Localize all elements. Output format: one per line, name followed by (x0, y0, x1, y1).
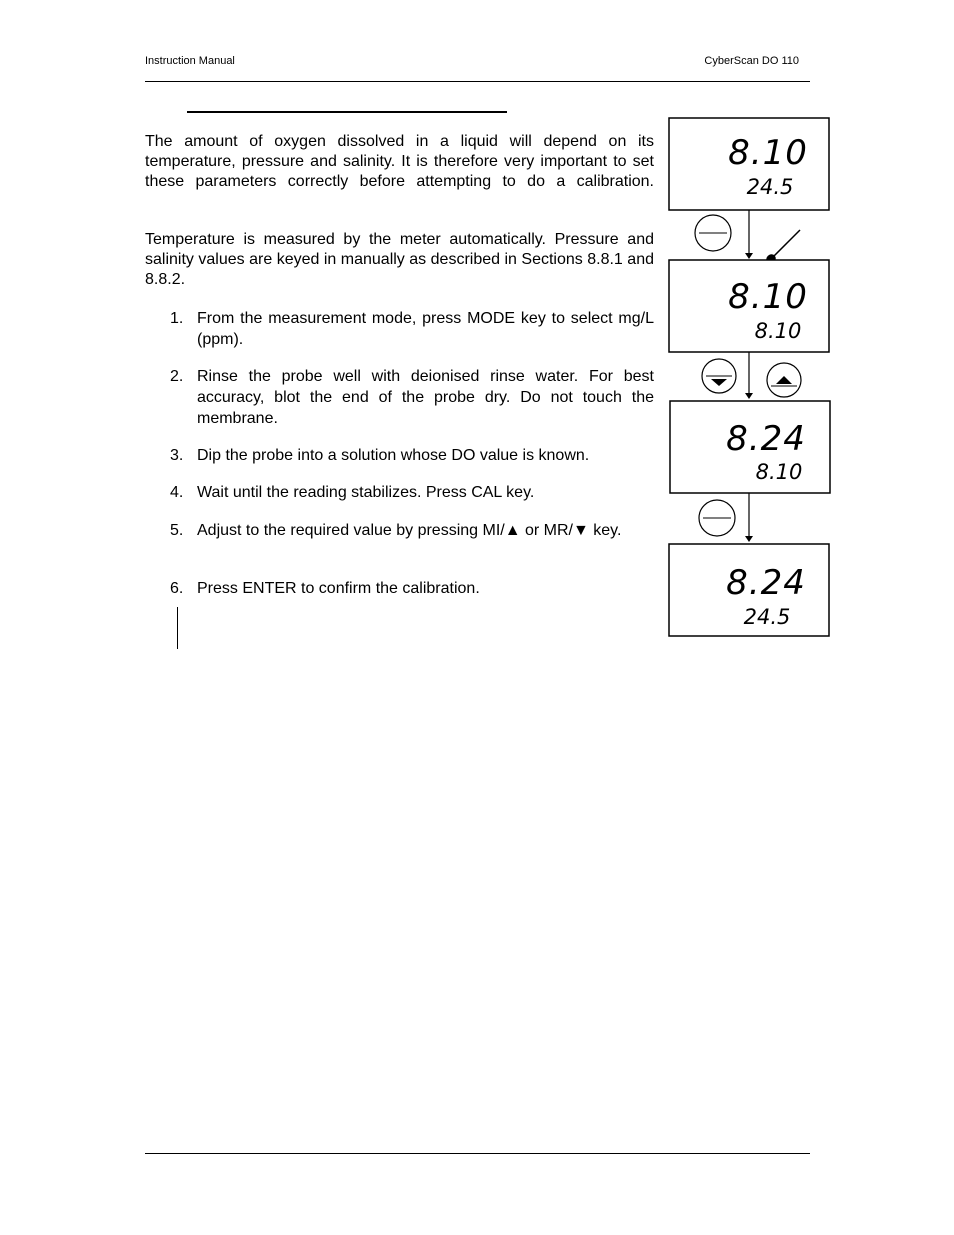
step-number: 4. (170, 484, 184, 501)
lcd-main-reading: 8.10 (728, 277, 808, 317)
lcd-main-reading: 8.10 (728, 133, 808, 173)
up-key-icon (767, 363, 801, 397)
step-number: 5. (170, 522, 184, 539)
intro-paragraph-2: Temperature is measured by the meter automatically. Pressure and salinity values are keyed in manually as described in Sections 8.8.1 and 8.8.2. (145, 231, 654, 288)
step-text: Wait until the reading stabilizes. Press CAL key. (197, 484, 535, 501)
arrow-head (745, 253, 753, 259)
step-number: 2. (170, 368, 184, 385)
step-item (170, 445, 654, 466)
revision-change-bar (177, 607, 178, 649)
header-rule (145, 81, 810, 82)
lcd-display-1 (669, 118, 829, 210)
step-item (170, 482, 654, 503)
blank-key-icon (695, 215, 731, 251)
step-item (170, 520, 654, 541)
step-text: Press ENTER to confirm the calibration. (197, 580, 480, 597)
lcd-display-2 (669, 260, 829, 352)
step-text: Dip the probe into a solution whose DO value is known. (197, 447, 590, 464)
footer-rule (145, 1153, 810, 1154)
lcd-sub-reading: 24.5 (743, 605, 791, 629)
step-text: From the measurement mode, press MODE key to select mg/L (ppm). (197, 310, 654, 348)
step-text: Rinse the probe well with deionised rinse water. For best accuracy, blot the end of the probe dry. Do not touch the membrane. (197, 368, 654, 427)
blank-key-icon (699, 500, 735, 536)
step-number: 1. (170, 310, 184, 327)
step-number: 6. (170, 580, 184, 597)
lcd-sub-reading: 8.10 (754, 319, 802, 343)
header-left: Instruction Manual (145, 55, 235, 67)
calibration-diagram (660, 110, 840, 645)
step-item (170, 578, 654, 599)
lcd-sub-reading: 8.10 (755, 460, 803, 484)
header-right: CyberScan DO 110 (704, 55, 799, 67)
arrow-head (745, 393, 753, 399)
step-text: Adjust to the required value by pressing MI/▲ or MR/▼ key. (197, 522, 622, 539)
lcd-sub-reading: 24.5 (746, 175, 794, 199)
lcd-main-reading: 8.24 (726, 419, 806, 459)
lcd-display-4 (669, 544, 829, 636)
arrow-head (745, 536, 753, 542)
lcd-display-3 (670, 401, 830, 493)
step-number: 3. (170, 447, 184, 464)
step-item (170, 366, 654, 429)
down-key-icon (702, 359, 736, 393)
section-title-rule (187, 111, 507, 113)
step-item (170, 308, 654, 350)
lcd-main-reading: 8.24 (726, 563, 806, 603)
intro-paragraph-1: The amount of oxygen dissolved in a liquid will depend on its temperature, pressure and salinity. It is therefore very important to set these parameters correctly before attempting to do a calibration. (145, 133, 654, 190)
